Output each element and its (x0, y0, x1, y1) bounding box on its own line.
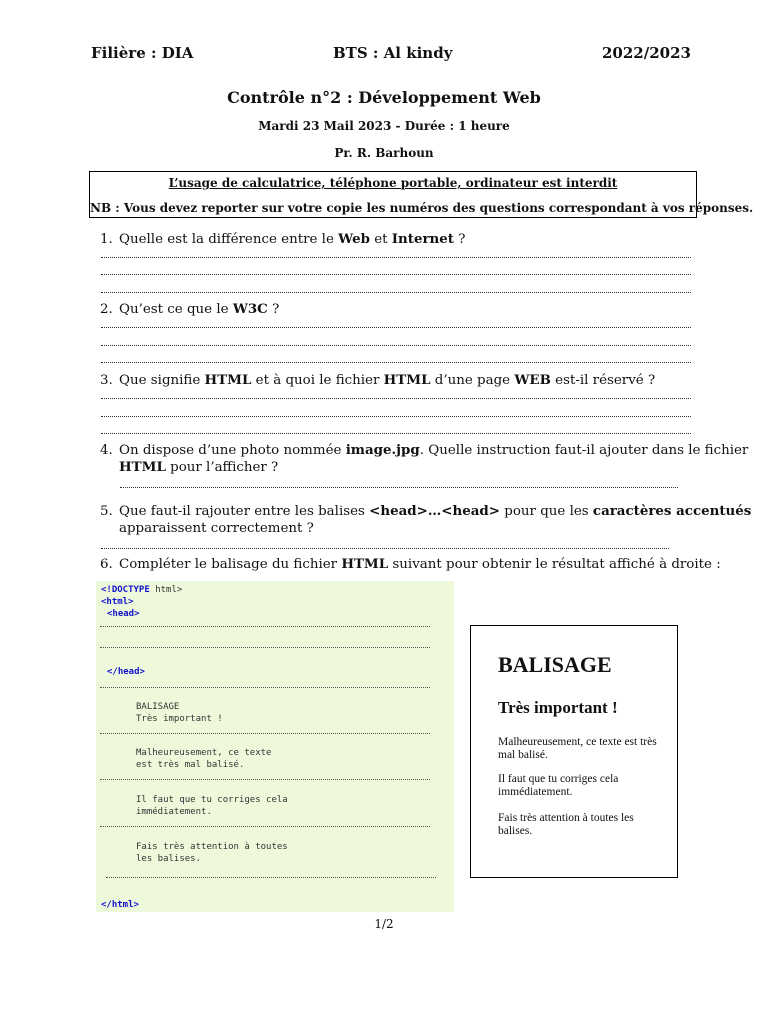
code-blank-line (100, 647, 430, 648)
question-text: et à quoi le fichier (251, 373, 384, 388)
term-html: HTML (341, 556, 389, 572)
code-text-para2-line1: Il faut que tu corriges cela (136, 795, 288, 805)
question-text: Que faut-il rajouter entre les balises (119, 504, 370, 519)
notice-line-1: L’usage de calculatrice, téléphone portable, ordinateur est interdit (168, 176, 618, 190)
question-text: pour l’afficher ? (165, 460, 279, 475)
term-html: HTML (383, 372, 431, 388)
question-text: apparaissent correctement ? (119, 521, 314, 536)
answer-line (120, 487, 678, 488)
term-web: Web (338, 231, 370, 247)
question-text: Compléter le balisage du fichier (119, 557, 342, 572)
question-number: 2. (100, 302, 113, 317)
question-text: Qu’est ce que le (119, 302, 233, 317)
question-number: 4. (100, 443, 113, 458)
question-1 (100, 231, 465, 248)
code-text-para2-line2: immédiatement. (136, 807, 212, 817)
question-text: On dispose d’une photo nommée (119, 443, 346, 458)
answer-line (101, 398, 691, 399)
question-text: pour que les (500, 504, 593, 519)
question-number: 1. (100, 232, 113, 247)
question-6 (100, 556, 721, 573)
question-text: est-il réservé ? (550, 373, 656, 388)
question-3 (100, 372, 655, 389)
exam-title: Contrôle n°2 : Développement Web (227, 88, 541, 107)
question-text: Quelle est la différence entre le (119, 232, 339, 247)
answer-line (101, 416, 691, 417)
term-head-tags: <head>…<head> (369, 503, 501, 519)
code-blank-line (100, 733, 430, 734)
question-text: et (369, 232, 392, 247)
question-text: Que signifie (119, 373, 205, 388)
question-text: suivant pour obtenir le résultat affiché à droite : (388, 557, 721, 572)
answer-line (101, 433, 691, 434)
code-blank-line (100, 826, 430, 827)
term-accents: caractères accentués (592, 503, 752, 519)
answer-line (101, 345, 691, 346)
code-blank-line (100, 626, 430, 627)
question-number: 6. (100, 557, 113, 572)
result-paragraph-2: Il faut que tu corriges cela immédiatement. (498, 773, 619, 798)
question-number: 3. (100, 373, 113, 388)
code-blank-line (100, 779, 430, 780)
question-number: 5. (100, 504, 113, 519)
answer-line (101, 274, 691, 275)
term-internet: Internet (391, 231, 454, 247)
code-text-balisage: BALISAGE (136, 702, 180, 712)
code-doctype-rest: html> (149, 585, 183, 595)
notice-line-2: NB : Vous devez reporter sur votre copie les numéros des questions correspondant à vos réponses. (90, 201, 754, 215)
code-html-open: <html> (101, 597, 134, 607)
notice-box (89, 171, 754, 218)
term-html: HTML (119, 459, 166, 475)
code-doctype-keyword: <!DOCTYPE (101, 585, 150, 595)
exam-author: Pr. R. Barhoun (334, 146, 434, 160)
term-filename: image.jpg (345, 442, 420, 458)
exam-date: Mardi 23 Mail 2023 - Durée : 1 heure (258, 119, 510, 133)
code-html-close: </html> (101, 900, 139, 910)
html-code-block (96, 581, 454, 912)
code-text-para1-line2: est très mal balisé. (136, 760, 245, 770)
question-5 (100, 503, 751, 537)
header-sector: Filière : DIA (91, 44, 194, 62)
code-doctype (101, 585, 182, 595)
answer-line (101, 548, 669, 549)
page-number: 1/2 (374, 917, 394, 931)
code-text-para3-line1: Fais très attention à toutes (136, 842, 288, 852)
result-heading-1: BALISAGE (498, 652, 612, 677)
question-text: ? (267, 302, 280, 317)
header-school: BTS : Al kindy (333, 44, 453, 62)
question-4 (100, 442, 748, 476)
answer-line (101, 257, 691, 258)
result-heading-2: Très important ! (498, 698, 618, 717)
question-text: d’une page (430, 373, 515, 388)
result-paragraph-3: Fais très attention à toutes les balises. (498, 812, 634, 837)
answer-line (101, 292, 691, 293)
term-html: HTML (204, 372, 252, 388)
result-paragraph-1: Malheureusement, ce texte est très mal balisé. (498, 736, 657, 761)
code-text-para1-line1: Malheureusement, ce texte (136, 748, 272, 758)
code-head-open: <head> (107, 609, 140, 619)
question-text: . Quelle instruction faut-il ajouter dans le fichier (419, 443, 749, 458)
header-year: 2022/2023 (602, 44, 691, 62)
question-2 (100, 301, 279, 318)
code-blank-line (106, 877, 436, 878)
code-text-important: Très important ! (136, 714, 223, 724)
answer-line (101, 362, 691, 363)
code-head-close: </head> (107, 667, 145, 677)
code-text-para3-line2: les balises. (136, 854, 202, 864)
code-blank-line (100, 687, 430, 688)
rendered-result-preview (470, 625, 678, 878)
term-web: WEB (514, 372, 551, 388)
term-w3c: W3C (232, 301, 268, 317)
question-text: ? (454, 232, 466, 247)
answer-line (101, 327, 691, 328)
